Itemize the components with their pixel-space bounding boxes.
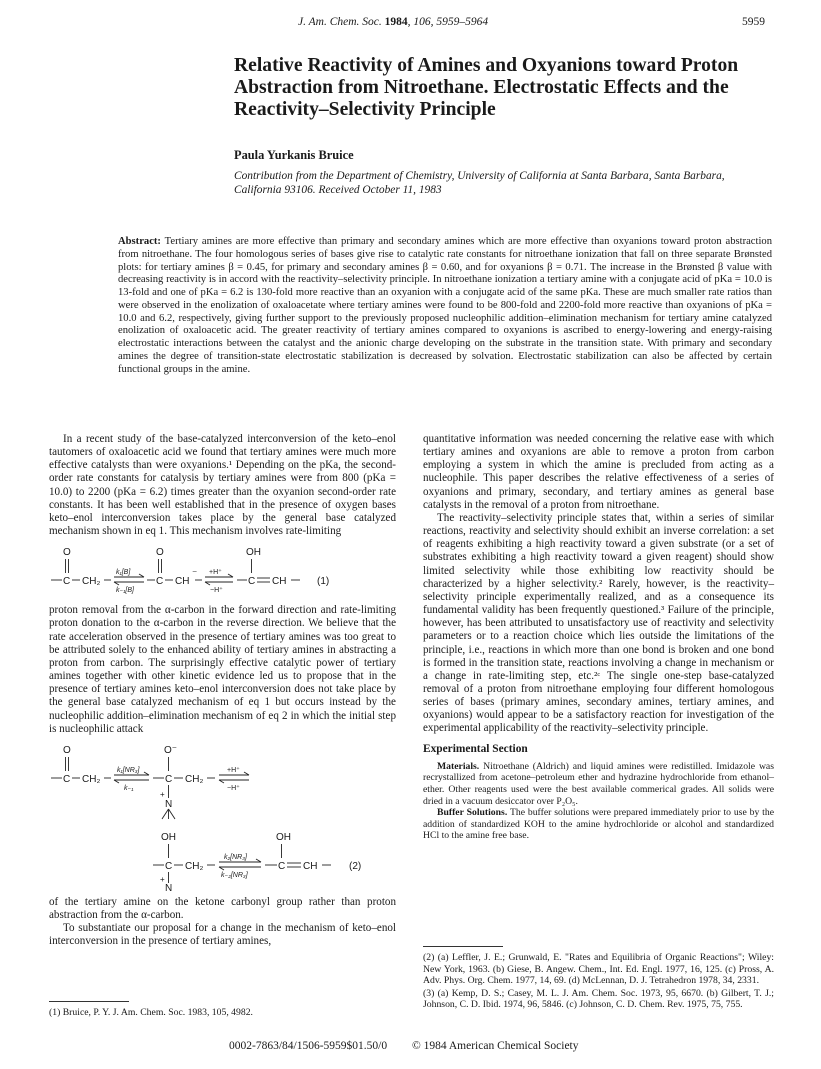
svg-text:(1): (1) [317,576,330,588]
abstract [118,236,772,376]
footnotes-left [49,993,396,1019]
page-number: 5959 [742,16,765,28]
svg-text:CH: CH [175,576,190,588]
issn-code: 0002-7863/84/1506-5959$01.50/0 [229,1040,388,1052]
paragraph: In a recent study of the base-catalyzed interconversion of the keto–enol tautomers of oxaloacetic acid we found that tertiary amines were much more effective catalysts than were oxyanions.¹ Depending on the pKa, the second-order rate constants for catalysis by tertiary amines were from 800 (pKa = 10.0) to 2200 (pKa = 6.2) times greater than the oxyanion second-order rate constants. It has been well established that in the presence of oxygen bases keto–enol interconversion takes place by the general base catalyzed mechanism shown in eq 1. This mechanism involves rate-limiting [49,433,396,538]
svg-text:k₁[NR₃]: k₁[NR₃] [117,766,140,774]
article-title: Relative Reactivity of Amines and Oxyanions toward Proton Abstraction from Nitroethane. Electrostatic Effects and the Reactivity–Selectivity Principle [234,55,739,120]
right-column [423,433,774,842]
footnotes-right [423,938,774,1012]
page-footer [0,1040,821,1056]
svg-text:CH₂: CH₂ [82,773,101,785]
svg-text:+H⁺: +H⁺ [209,569,222,577]
svg-text:CH₂: CH₂ [185,773,204,785]
svg-text:k₂[NR₃]: k₂[NR₃] [224,853,247,861]
abstract-label: Abstract: [118,236,161,247]
svg-text:+H⁺: +H⁺ [227,766,240,774]
svg-text:OH: OH [161,831,176,843]
svg-text:C: C [63,773,71,785]
run-in-heading: Buffer Solutions. [437,807,508,819]
footnote: (3) (a) Kemp, D. S.; Casey, M. L. J. Am. Chem. Soc. 1973, 95, 6670. (b) Gilbert, T. J.; Johnson, C. D. Ibid. 1974, 96, 5846. (c) Johnson, C. D. Chem. Rev. 1975, 75, 755. [423,987,774,1011]
paragraph: of the tertiary amine on the ketone carbonyl group rather than proton abstraction from the α-carbon. [49,895,396,921]
svg-text:k₋₂[NR₃]: k₋₂[NR₃] [221,871,248,879]
svg-text:k₋₁: k₋₁ [124,784,134,792]
svg-text:k₁[B]: k₁[B] [116,569,131,577]
paragraph: proton removal from the α-carbon in the forward direction and rate-limiting proton donation to the α-carbon in the reverse direction. We believe that the rate acceleration observed in the presence of tertiary amines was too great to be attributed solely to the enhanced ability of tertiary amines in abstracting a proton from carbon. The surprisingly effective catalytic power of tertiary amines together with other kinetic evidence led us to propose that in the presence of tertiary amines keto–enol interconversion does not take place by the general base catalyzed mechanism of eq 1 but occurs instead by the nucleophilic addition–elimination mechanism of eq 2 in which the initial step is nucleophilic attack [49,604,396,735]
svg-text:CH: CH [303,860,318,872]
section-heading: Experimental Section [423,742,528,755]
svg-text:C: C [165,773,173,785]
svg-text:C: C [156,576,164,588]
author: Paula Yurkanis Bruice [234,148,354,162]
svg-text:C: C [248,576,256,588]
svg-text:CH₂: CH₂ [185,860,204,872]
paragraph: quantitative information was needed concerning the relative ease with which tertiary amines and oxyanions are able to remove a proton from carbon employing a system in which the amine is precluded from acting as a nucleophile. This paper describes the relative effectiveness of a series of oxyanions and primary, secondary, and tertiary amines as general base catalysts in the removal of a proton from nitroethane. [423,433,774,511]
paragraph: Buffer Solutions. The buffer solutions were prepared immediately prior to use by the addition of standardized KOH to the amine hydrochloride or alcohol and standardized HCl to the amine free base. [423,807,774,842]
svg-text:C: C [278,860,286,872]
paragraph: To substantiate our proposal for a change in the mechanism of keto–enol interconversion in the presence of tertiary amines, [49,922,396,948]
paragraph: Materials. Nitroethane (Aldrich) and liquid amines were redistilled. Imidazole was recrystallized from acetone–petroleum ether and hydrazine hydrochloride from ethanol–ether. Other reagents used were the best available commerical grades. All solids were dried in a vacuum desiccator over P₂O₅. [423,760,775,807]
footnote-rule [423,946,503,947]
svg-text:k₋₁[B]: k₋₁[B] [116,587,134,595]
paragraph: The reactivity–selectivity principle states that, within a series of similar reactions, reactivity and selectivity should exhibit an inverse correlation: a set of reagents exhibiting a high reactivity toward a given substrate (or a set of substrates exhibiting a high reactivity toward a given reagent) should show limited selectivity while those exhibiting low reactivity should be characterized by a higher selectivity.² Rarely, however, is the reactivity–selectivity principle experimentally realized, and as a consequence its fundamental validity has been frequently questioned.³ Failure of the principle, however, has been attributed to unsatisfactory use of reactivity and selectivity parameters or to a reaction choice which lies outside the limitations of the principle, i.e., reactions in which more than one bond is broken and one bond is formed in the transition state, reactions involving a change in mechanism or a change in rate-limiting step, etc.²ᶜ The single one-step base-catalyzed removal of a proton from nitroethane employing four different homologous series of bases (primary amines, secondary amines, tertiary amines, and oxyanions) would appear to be a satisfactory reaction for investigation of the experimental applicability of the reactivity–selectivity principle. [423,511,774,735]
svg-text:N: N [165,882,173,892]
svg-text:⁻: ⁻ [192,569,198,581]
svg-text:O: O [63,547,71,559]
footnote: (2) (a) Leffler, J. E.; Grunwald, E. "Rates and Equilibria of Organic Reactions"; Wiley: New York, 1963. (b) Giese, B. Angew. Chem., Int. Ed. Engl. 1977, 16, 125. (c) Pross, A. Adv. Phys. Org. Chem. 1977, 14, 69. (d) McLennan, D. J. Tetrahedron 1978, 34, 2331. [423,952,774,987]
svg-text:O: O [63,744,71,756]
svg-text:O⁻: O⁻ [164,744,178,756]
svg-text:+: + [160,874,165,884]
left-column [49,433,396,948]
footnote: (1) Bruice, P. Y. J. Am. Chem. Soc. 1983, 105, 4982. [49,1007,253,1018]
svg-text:OH: OH [246,547,261,559]
footnote-rule [49,1001,129,1002]
svg-text:+: + [160,789,165,799]
abstract-text: Tertiary amines are more effective than primary and secondary amines which are more effective than oxyanions toward proton abstraction from nitroethane. The four homologous series of bases give rise to catalytic rate constants for nitroethane ionization that fall on three separate Brønsted plots: for tertiary amines β = 0.45, for primary and secondary amines β = 0.60, and for oxyanions β = 0.71. The increase in the Brønsted β value with decreasing reactivity is in accord with the reactivity–selectivity principle. In nitroethane ionization a tertiary amine with a conjugate acid of pKa = 10.0 is 13-fold and one of pKa = 6.2 is 130-fold more reactive than an oxyanion with a conjugate acid of the same pKa. These are much smaller rate ratios than were observed in the enolization of oxaloacetate where tertiary amines were found to be 800-fold and 2200-fold more reactive than oxyanions of pKa = 10.0 and 6.2, respectively, giving further support to the previously proposed nucleophilic addition–elimination mechanism for tertiary amine catalyzed enolization of oxaloacetic acid. The greater reactivity of tertiary amines compared to oxyanions is ascribed to energy-lowering and energy-raising electrostatic interactions between the catalyst and the anionic charge developing on the substrate in the transition state. With primary and secondary amines the degree of transition-state electrostatic stabilization is decreased by solvation. Electrostatic stabilization can also be affected by certain functional groups in the amine. [118,236,772,375]
svg-text:N: N [165,798,173,810]
svg-text:−H⁺: −H⁺ [210,587,223,595]
svg-text:C: C [165,860,173,872]
run-in-heading: Materials. [437,760,480,772]
running-head [0,16,821,32]
svg-text:CH₂: CH₂ [82,576,101,588]
affiliation: Contribution from the Department of Chemistry, University of California at Santa Barbara, Santa Barbara, California 93106. Received October 11, 1983 [234,170,725,196]
svg-text:(2): (2) [349,860,362,872]
svg-text:OH: OH [276,831,291,843]
svg-text:O: O [156,547,164,559]
svg-text:C: C [63,576,71,588]
svg-text:−H⁺: −H⁺ [227,784,240,792]
copyright: © 1984 American Chemical Society [412,1040,579,1052]
equation-1 [49,544,396,600]
svg-text:CH: CH [272,576,287,588]
equation-2 [49,742,396,892]
journal-citation: J. Am. Chem. Soc. 1984, 106, 5959–5964 [298,16,489,28]
